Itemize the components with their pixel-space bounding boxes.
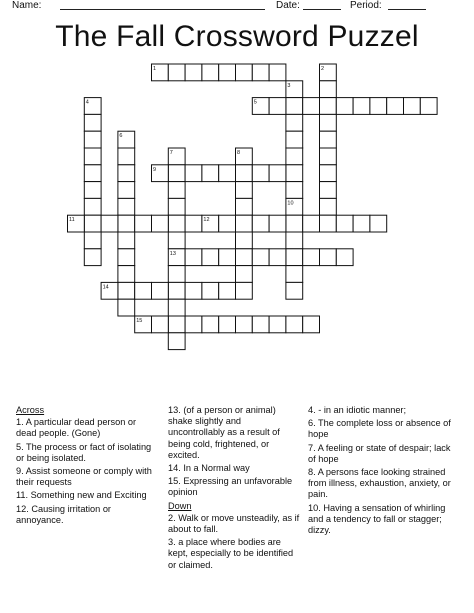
crossword-cell[interactable] xyxy=(84,249,101,266)
crossword-cell[interactable] xyxy=(219,215,236,232)
crossword-cell[interactable] xyxy=(185,316,202,333)
crossword-cell[interactable] xyxy=(84,131,101,148)
crossword-cell[interactable] xyxy=(286,148,303,165)
crossword-cell[interactable] xyxy=(336,98,353,115)
crossword-cell[interactable] xyxy=(185,165,202,182)
crossword-cell[interactable] xyxy=(84,232,101,249)
clue-number: 12 xyxy=(203,217,210,224)
clues-column-2 xyxy=(168,405,300,573)
clue-down-3: 3. a place where bodies are kept, especially to be identified or claimed. xyxy=(168,537,294,570)
crossword-cell[interactable] xyxy=(269,98,286,115)
clue-across-13: 13. (of a person or animal) shake slightly and uncontrollably as a result of being cold, frightened, or excited. xyxy=(168,405,280,460)
clue-number: 13 xyxy=(169,250,176,257)
crossword-cell[interactable] xyxy=(252,316,269,333)
clues-column-3 xyxy=(308,405,458,538)
crossword-cell[interactable] xyxy=(252,249,269,266)
crossword-cell[interactable] xyxy=(135,215,152,232)
crossword-cell[interactable] xyxy=(135,282,152,299)
crossword-cell[interactable] xyxy=(286,114,303,131)
crossword-cell[interactable] xyxy=(286,249,303,266)
crossword-cell[interactable] xyxy=(286,316,303,333)
crossword-cell[interactable] xyxy=(320,215,337,232)
crossword-cell[interactable] xyxy=(404,98,421,115)
crossword-cell[interactable] xyxy=(185,249,202,266)
clue-number: 5 xyxy=(253,99,257,106)
clue-number: 1 xyxy=(153,66,157,72)
page-title: The Fall Crossword Puzzel xyxy=(55,20,419,53)
crossword-cell[interactable] xyxy=(303,316,320,333)
crossword-cell[interactable] xyxy=(320,182,337,199)
clue-down-6: 6. The complete loss or absence of hope xyxy=(308,418,451,440)
crossword-cell[interactable] xyxy=(118,249,135,266)
crossword-cell[interactable] xyxy=(202,282,219,299)
clue-across-1: 1. A particular dead person or dead people. (Gone) xyxy=(16,417,137,439)
crossword-cell[interactable] xyxy=(353,215,370,232)
crossword-cell[interactable] xyxy=(286,182,303,199)
crossword-cell[interactable] xyxy=(84,198,101,215)
crossword-cell[interactable] xyxy=(118,266,135,283)
clue-down-4: 4. - in an idiotic manner; xyxy=(308,405,407,415)
crossword-cell[interactable] xyxy=(168,215,185,232)
clue-across-15: 15. Expressing an unfavorable opinion xyxy=(168,476,293,498)
crossword-cell[interactable] xyxy=(118,198,135,215)
crossword-cell[interactable] xyxy=(320,114,337,131)
down-heading: Down xyxy=(168,500,192,511)
crossword-cell[interactable] xyxy=(236,232,253,249)
crossword-cell[interactable] xyxy=(168,165,185,182)
crossword-cell[interactable] xyxy=(168,282,185,299)
crossword-cell[interactable] xyxy=(202,249,219,266)
across-heading: Across xyxy=(16,405,45,415)
crossword-cell[interactable] xyxy=(320,131,337,148)
crossword-cell[interactable] xyxy=(152,316,169,333)
crossword-cell[interactable] xyxy=(286,282,303,299)
crossword-cell[interactable] xyxy=(185,282,202,299)
crossword-cell[interactable] xyxy=(84,114,101,131)
name-label: Name: xyxy=(12,0,42,11)
clue-number: 6 xyxy=(119,133,123,140)
crossword-cell[interactable] xyxy=(118,299,135,316)
clue-number: 14 xyxy=(102,284,109,291)
crossword-cell[interactable] xyxy=(185,64,202,81)
clue-number: 2 xyxy=(321,66,325,72)
clue-down-10: 10. Having a sensation of whirling and a tendency to fall or stagger; dizzy. xyxy=(308,502,446,536)
crossword-cell[interactable] xyxy=(370,215,387,232)
crossword-cell[interactable] xyxy=(269,316,286,333)
crossword-cell[interactable] xyxy=(286,98,303,115)
clue-across-9: 9. Assist someone or comply with their requests xyxy=(16,466,152,488)
crossword-cell[interactable] xyxy=(236,215,253,232)
crossword-cell[interactable] xyxy=(168,299,185,316)
clue-number: 11 xyxy=(69,217,75,224)
crossword-cell[interactable] xyxy=(286,232,303,249)
crossword-cell[interactable] xyxy=(84,165,101,182)
period-label: Period: xyxy=(350,0,382,11)
crossword-cell[interactable] xyxy=(320,165,337,182)
crossword-cell[interactable] xyxy=(336,215,353,232)
clue-across-11: 11. Something new and Exciting xyxy=(16,490,147,501)
crossword-cell[interactable] xyxy=(236,282,253,299)
crossword-cell[interactable] xyxy=(168,198,185,215)
crossword-cell[interactable] xyxy=(219,165,236,182)
crossword-cell[interactable] xyxy=(269,249,286,266)
clue-number: 8 xyxy=(237,150,241,156)
crossword-cell[interactable] xyxy=(286,165,303,182)
clue-number: 9 xyxy=(153,166,157,173)
crossword-cell[interactable] xyxy=(118,165,135,182)
clue-across-12: 12. Causing irritation or annoyance. xyxy=(16,503,111,525)
clue-across-5: 5. The process or fact of isolating or being isolated. xyxy=(16,441,152,463)
clue-number: 7 xyxy=(169,150,173,156)
crossword-cell[interactable] xyxy=(84,148,101,165)
crossword-cell[interactable] xyxy=(320,198,337,215)
crossword-cell[interactable] xyxy=(84,215,101,232)
crossword-cell[interactable] xyxy=(236,198,253,215)
crossword-cell[interactable] xyxy=(118,282,135,299)
crossword-cell[interactable] xyxy=(303,98,320,115)
crossword-cell[interactable] xyxy=(219,316,236,333)
crossword-cell[interactable] xyxy=(236,266,253,283)
crossword-cell[interactable] xyxy=(420,98,437,115)
crossword-cell[interactable] xyxy=(168,182,185,199)
crossword-cell[interactable] xyxy=(84,182,101,199)
crossword-cell[interactable] xyxy=(353,98,370,115)
crossword-cell[interactable] xyxy=(202,165,219,182)
crossword-cell[interactable] xyxy=(168,266,185,283)
crossword-cell[interactable] xyxy=(236,249,253,266)
clue-number: 4 xyxy=(85,99,89,106)
crossword-cell[interactable] xyxy=(320,249,337,266)
crossword-cell[interactable] xyxy=(320,81,337,98)
crossword-cell[interactable] xyxy=(152,282,169,299)
date-label: Date: xyxy=(276,0,300,11)
crossword-cell[interactable] xyxy=(202,64,219,81)
crossword-cell[interactable] xyxy=(286,215,303,232)
crossword-cell[interactable] xyxy=(269,64,286,81)
crossword-cell[interactable] xyxy=(252,165,269,182)
crossword-cell[interactable] xyxy=(219,64,236,81)
crossword-cell[interactable] xyxy=(185,215,202,232)
clue-number: 15 xyxy=(136,318,143,324)
crossword-cell[interactable] xyxy=(370,98,387,115)
crossword-cell[interactable] xyxy=(303,215,320,232)
clue-across-14: 14. In a Normal way xyxy=(168,463,250,474)
crossword-cell[interactable] xyxy=(387,98,404,115)
crossword-cell[interactable] xyxy=(320,148,337,165)
crossword-cell[interactable] xyxy=(236,165,253,182)
crossword-cell[interactable] xyxy=(168,64,185,81)
crossword-cell[interactable] xyxy=(252,215,269,232)
crossword-cell[interactable] xyxy=(336,249,353,266)
crossword-cell[interactable] xyxy=(236,316,253,333)
crossword-cell[interactable] xyxy=(269,165,286,182)
clue-down-7: 7. A feeling or state of despair; lack of hope xyxy=(308,442,451,464)
crossword-cell[interactable] xyxy=(252,64,269,81)
crossword-cell[interactable] xyxy=(202,316,219,333)
crossword-cell[interactable] xyxy=(101,215,118,232)
crossword-cell[interactable] xyxy=(269,215,286,232)
clue-number: 3 xyxy=(287,82,291,89)
crossword-cell[interactable] xyxy=(219,282,236,299)
crossword-cell[interactable] xyxy=(168,316,185,333)
crossword-cell[interactable] xyxy=(320,98,337,115)
crossword-cell[interactable] xyxy=(303,249,320,266)
crossword-cell[interactable] xyxy=(168,333,185,350)
clue-down-2: 2. Walk or move unsteadily, as if about to fall. xyxy=(168,512,300,535)
crossword-cell[interactable] xyxy=(168,232,185,249)
clue-down-8: 8. A persons face looking strained from illness, exhaustion, anxiety, or pain. xyxy=(308,467,451,500)
clue-number: 10 xyxy=(287,200,294,207)
crossword-cell[interactable] xyxy=(219,249,236,266)
crossword-cell[interactable] xyxy=(118,232,135,249)
crossword-cell[interactable] xyxy=(118,215,135,232)
crossword-cell[interactable] xyxy=(118,182,135,199)
crossword-cell[interactable] xyxy=(236,64,253,81)
crossword-cell[interactable] xyxy=(118,148,135,165)
clues-column-1 xyxy=(16,405,156,528)
crossword-cell[interactable] xyxy=(286,131,303,148)
crossword-cell[interactable] xyxy=(286,266,303,283)
crossword-cell[interactable] xyxy=(152,215,169,232)
crossword-cell[interactable] xyxy=(236,182,253,199)
